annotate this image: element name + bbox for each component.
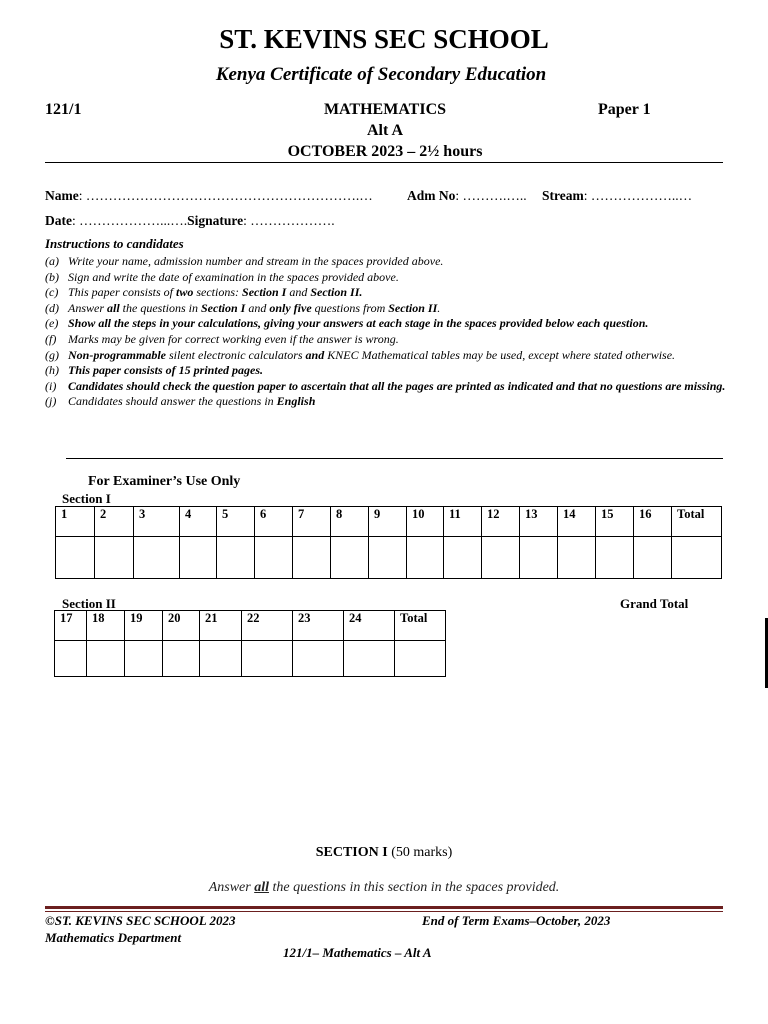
instruction-label: (e)	[45, 316, 59, 331]
footer-paper-code: 121/1– Mathematics – Alt A	[283, 945, 432, 960]
instruction-label: (g)	[45, 347, 59, 362]
instruction-text: English	[276, 394, 316, 409]
footer-band	[45, 906, 723, 909]
instructions-title: Instructions to candidates	[45, 236, 184, 251]
examiner-title: For Examiner’s Use Only	[88, 474, 241, 489]
instruction-item	[45, 254, 735, 270]
instruction-text: sections:	[193, 285, 243, 300]
instruction-item	[45, 285, 735, 301]
footer-band-thin	[45, 911, 723, 912]
section1-score-cell[interactable]	[217, 537, 255, 579]
instructions-list	[45, 254, 735, 410]
section1-header-cell: 14	[558, 507, 596, 537]
paper-number: Paper 1	[598, 101, 651, 118]
section1-score-cell[interactable]	[634, 537, 672, 579]
section1-header-cell: 12	[482, 507, 520, 537]
section1-header-cell: 2	[95, 507, 134, 537]
instruction-label: (h)	[45, 363, 59, 378]
section2-header-cell: 21	[200, 611, 242, 641]
header-rule	[45, 162, 723, 163]
instruction-text: only five	[269, 300, 312, 315]
instruction-text: and	[245, 300, 270, 315]
section2-score-cell[interactable]	[200, 641, 242, 677]
section1-score-cell[interactable]	[255, 537, 293, 579]
instruction-text: and	[305, 347, 325, 362]
section1-header-cell: 16	[634, 507, 672, 537]
section2-score-cell[interactable]	[125, 641, 163, 677]
section1-score-cell[interactable]	[482, 537, 520, 579]
section1-instr-pre: Answer	[208, 880, 255, 895]
instruction-item	[45, 316, 735, 332]
section1-header-cell: 3	[134, 507, 180, 537]
instruction-label: (f)	[45, 331, 57, 346]
instruction-label: (b)	[45, 269, 59, 284]
section1-score-cell[interactable]	[672, 537, 722, 579]
section1-instruction	[0, 880, 768, 896]
section1-score-cell[interactable]	[407, 537, 444, 579]
instruction-label: (i)	[45, 378, 57, 393]
stream-blank[interactable]: : ………………..…	[583, 188, 693, 203]
footer-term: End of Term Exams–October, 2023	[422, 913, 611, 928]
section2-header-cell: Total	[395, 611, 446, 641]
instruction-item	[45, 270, 735, 286]
instruction-text: all	[107, 300, 120, 315]
section2-header-cell: 22	[242, 611, 293, 641]
section1-header-cell: 9	[369, 507, 407, 537]
instruction-text: Candidates should check the question paper to ascertain that all the pages are printed as indicated and that no questions are missing.	[68, 378, 726, 393]
instruction-item	[45, 379, 735, 395]
instruction-text: Section I	[242, 285, 287, 300]
date-label: Date	[45, 213, 72, 228]
instruction-label: (d)	[45, 300, 59, 315]
section1-heading	[0, 845, 768, 861]
grand-total-label: Grand Total	[620, 596, 689, 611]
instruction-label: (j)	[45, 394, 57, 409]
adm-label: Adm No	[407, 188, 456, 203]
section1-header-cell: 8	[331, 507, 369, 537]
instruction-text: questions from	[311, 300, 389, 315]
instruction-text: Marks may be given for correct working even if the answer is wrong.	[68, 331, 399, 346]
section2-header-cell: 20	[163, 611, 200, 641]
school-name: ST. KEVINS SEC SCHOOL	[219, 24, 549, 54]
section1-score-cell[interactable]	[95, 537, 134, 579]
section1-score-cell[interactable]	[444, 537, 482, 579]
section1-header-cell: 4	[180, 507, 217, 537]
section1-score-cell[interactable]	[596, 537, 634, 579]
section2-header-cell: 17	[55, 611, 87, 641]
instruction-text: This paper consists of	[68, 285, 177, 300]
section2-header-cell: 18	[87, 611, 125, 641]
section1-header-cell: 1	[56, 507, 95, 537]
instruction-text: Non-programmable	[68, 347, 167, 362]
section2-score-cell[interactable]	[163, 641, 200, 677]
instruction-text: the questions in	[119, 300, 201, 315]
section2-score-cell[interactable]	[242, 641, 293, 677]
exam-title: Kenya Certificate of Secondary Education	[215, 64, 547, 85]
instruction-item	[45, 348, 735, 364]
section1-header-cell: 13	[520, 507, 558, 537]
section1-score-cell[interactable]	[331, 537, 369, 579]
section1-score-table	[55, 506, 722, 579]
name-label: Name	[45, 188, 79, 203]
section1-score-cell[interactable]	[134, 537, 180, 579]
instruction-text: two	[176, 285, 194, 300]
instruction-text: Write your name, admission number and stream in the spaces provided above.	[68, 254, 444, 268]
section2-header-cell: 24	[344, 611, 395, 641]
section2-score-table	[54, 610, 446, 677]
section1-label: Section I	[62, 491, 111, 506]
section1-score-cell[interactable]	[369, 537, 407, 579]
footer-copyright: ©ST. KEVINS SEC SCHOOL 2023	[45, 913, 236, 928]
instruction-text: and	[286, 285, 311, 300]
paper-code: 121/1	[45, 101, 82, 118]
instruction-item	[45, 363, 735, 379]
section1-header-cell: 7	[293, 507, 331, 537]
paper-variant: Alt A	[367, 122, 403, 139]
instructions-rule	[66, 458, 723, 459]
section2-score-cell[interactable]	[87, 641, 125, 677]
section1-score-cell[interactable]	[558, 537, 596, 579]
signature-label: Signature	[187, 213, 244, 228]
section1-score-cell[interactable]	[56, 537, 95, 579]
instruction-text: Section II.	[310, 285, 363, 300]
section1-header-cell: 11	[444, 507, 482, 537]
instruction-text: Sign and write the date of examination in the spaces provided above.	[68, 269, 399, 284]
instruction-item	[45, 394, 735, 410]
instruction-text: Candidates should answer the questions in	[68, 394, 277, 409]
subject-title: MATHEMATICS	[323, 101, 447, 118]
section1-header-cell: 6	[255, 507, 293, 537]
date-blank[interactable]: : ………………...….	[72, 213, 188, 228]
instruction-text: This paper consists of 15 printed pages.	[68, 363, 264, 378]
section2-score-cell[interactable]	[344, 641, 395, 677]
section2-header-cell: 19	[125, 611, 163, 641]
section1-score-cell[interactable]	[180, 537, 217, 579]
instruction-text: Show all the steps in your calculations, giving your answers at each stage in the spaces provided below each question.	[68, 316, 649, 331]
name-blank[interactable]: : …………………………………………………….…	[78, 188, 373, 203]
instruction-text: silent electronic calculators	[166, 347, 306, 362]
section1-score-cell[interactable]	[293, 537, 331, 579]
instruction-text: Section I	[201, 300, 246, 315]
section2-score-cell[interactable]	[55, 641, 87, 677]
section1-heading-marks: (50 marks)	[387, 845, 453, 860]
adm-blank[interactable]: : ……….…..	[455, 188, 527, 203]
stream-field[interactable]	[542, 188, 692, 204]
name-field[interactable]	[45, 188, 373, 204]
instruction-label: (c)	[45, 285, 59, 300]
section1-header-cell: 10	[407, 507, 444, 537]
section2-label: Section II	[62, 596, 116, 611]
section2-score-cell[interactable]	[293, 641, 344, 677]
footer-department: Mathematics Department	[45, 930, 182, 945]
signature-blank[interactable]: : ……………….	[243, 213, 335, 228]
section1-instr-all: all	[254, 880, 269, 895]
instruction-item	[45, 301, 735, 317]
section1-instr-post: the questions in this section in the spaces provided.	[268, 880, 560, 895]
instruction-item	[45, 332, 735, 348]
section1-score-cell[interactable]	[520, 537, 558, 579]
exam-session: OCTOBER 2023 – 2½ hours	[287, 143, 483, 160]
section2-header-cell: 23	[293, 611, 344, 641]
section1-header-cell: 5	[217, 507, 255, 537]
instruction-text: .	[437, 300, 441, 315]
section1-heading-title: SECTION I	[315, 845, 388, 860]
section2-score-cell[interactable]	[395, 641, 446, 677]
instruction-text: KNEC Mathematical tables may be used, except where stated otherwise.	[324, 347, 676, 362]
instruction-text: Section II	[388, 300, 438, 315]
section1-header-cell: 15	[596, 507, 634, 537]
instruction-text: Answer	[68, 300, 107, 315]
adm-field[interactable]	[407, 188, 527, 204]
section1-header-cell: Total	[672, 507, 722, 537]
stream-label: Stream	[542, 188, 584, 203]
instruction-label: (a)	[45, 254, 59, 268]
date-field[interactable]	[45, 213, 335, 229]
